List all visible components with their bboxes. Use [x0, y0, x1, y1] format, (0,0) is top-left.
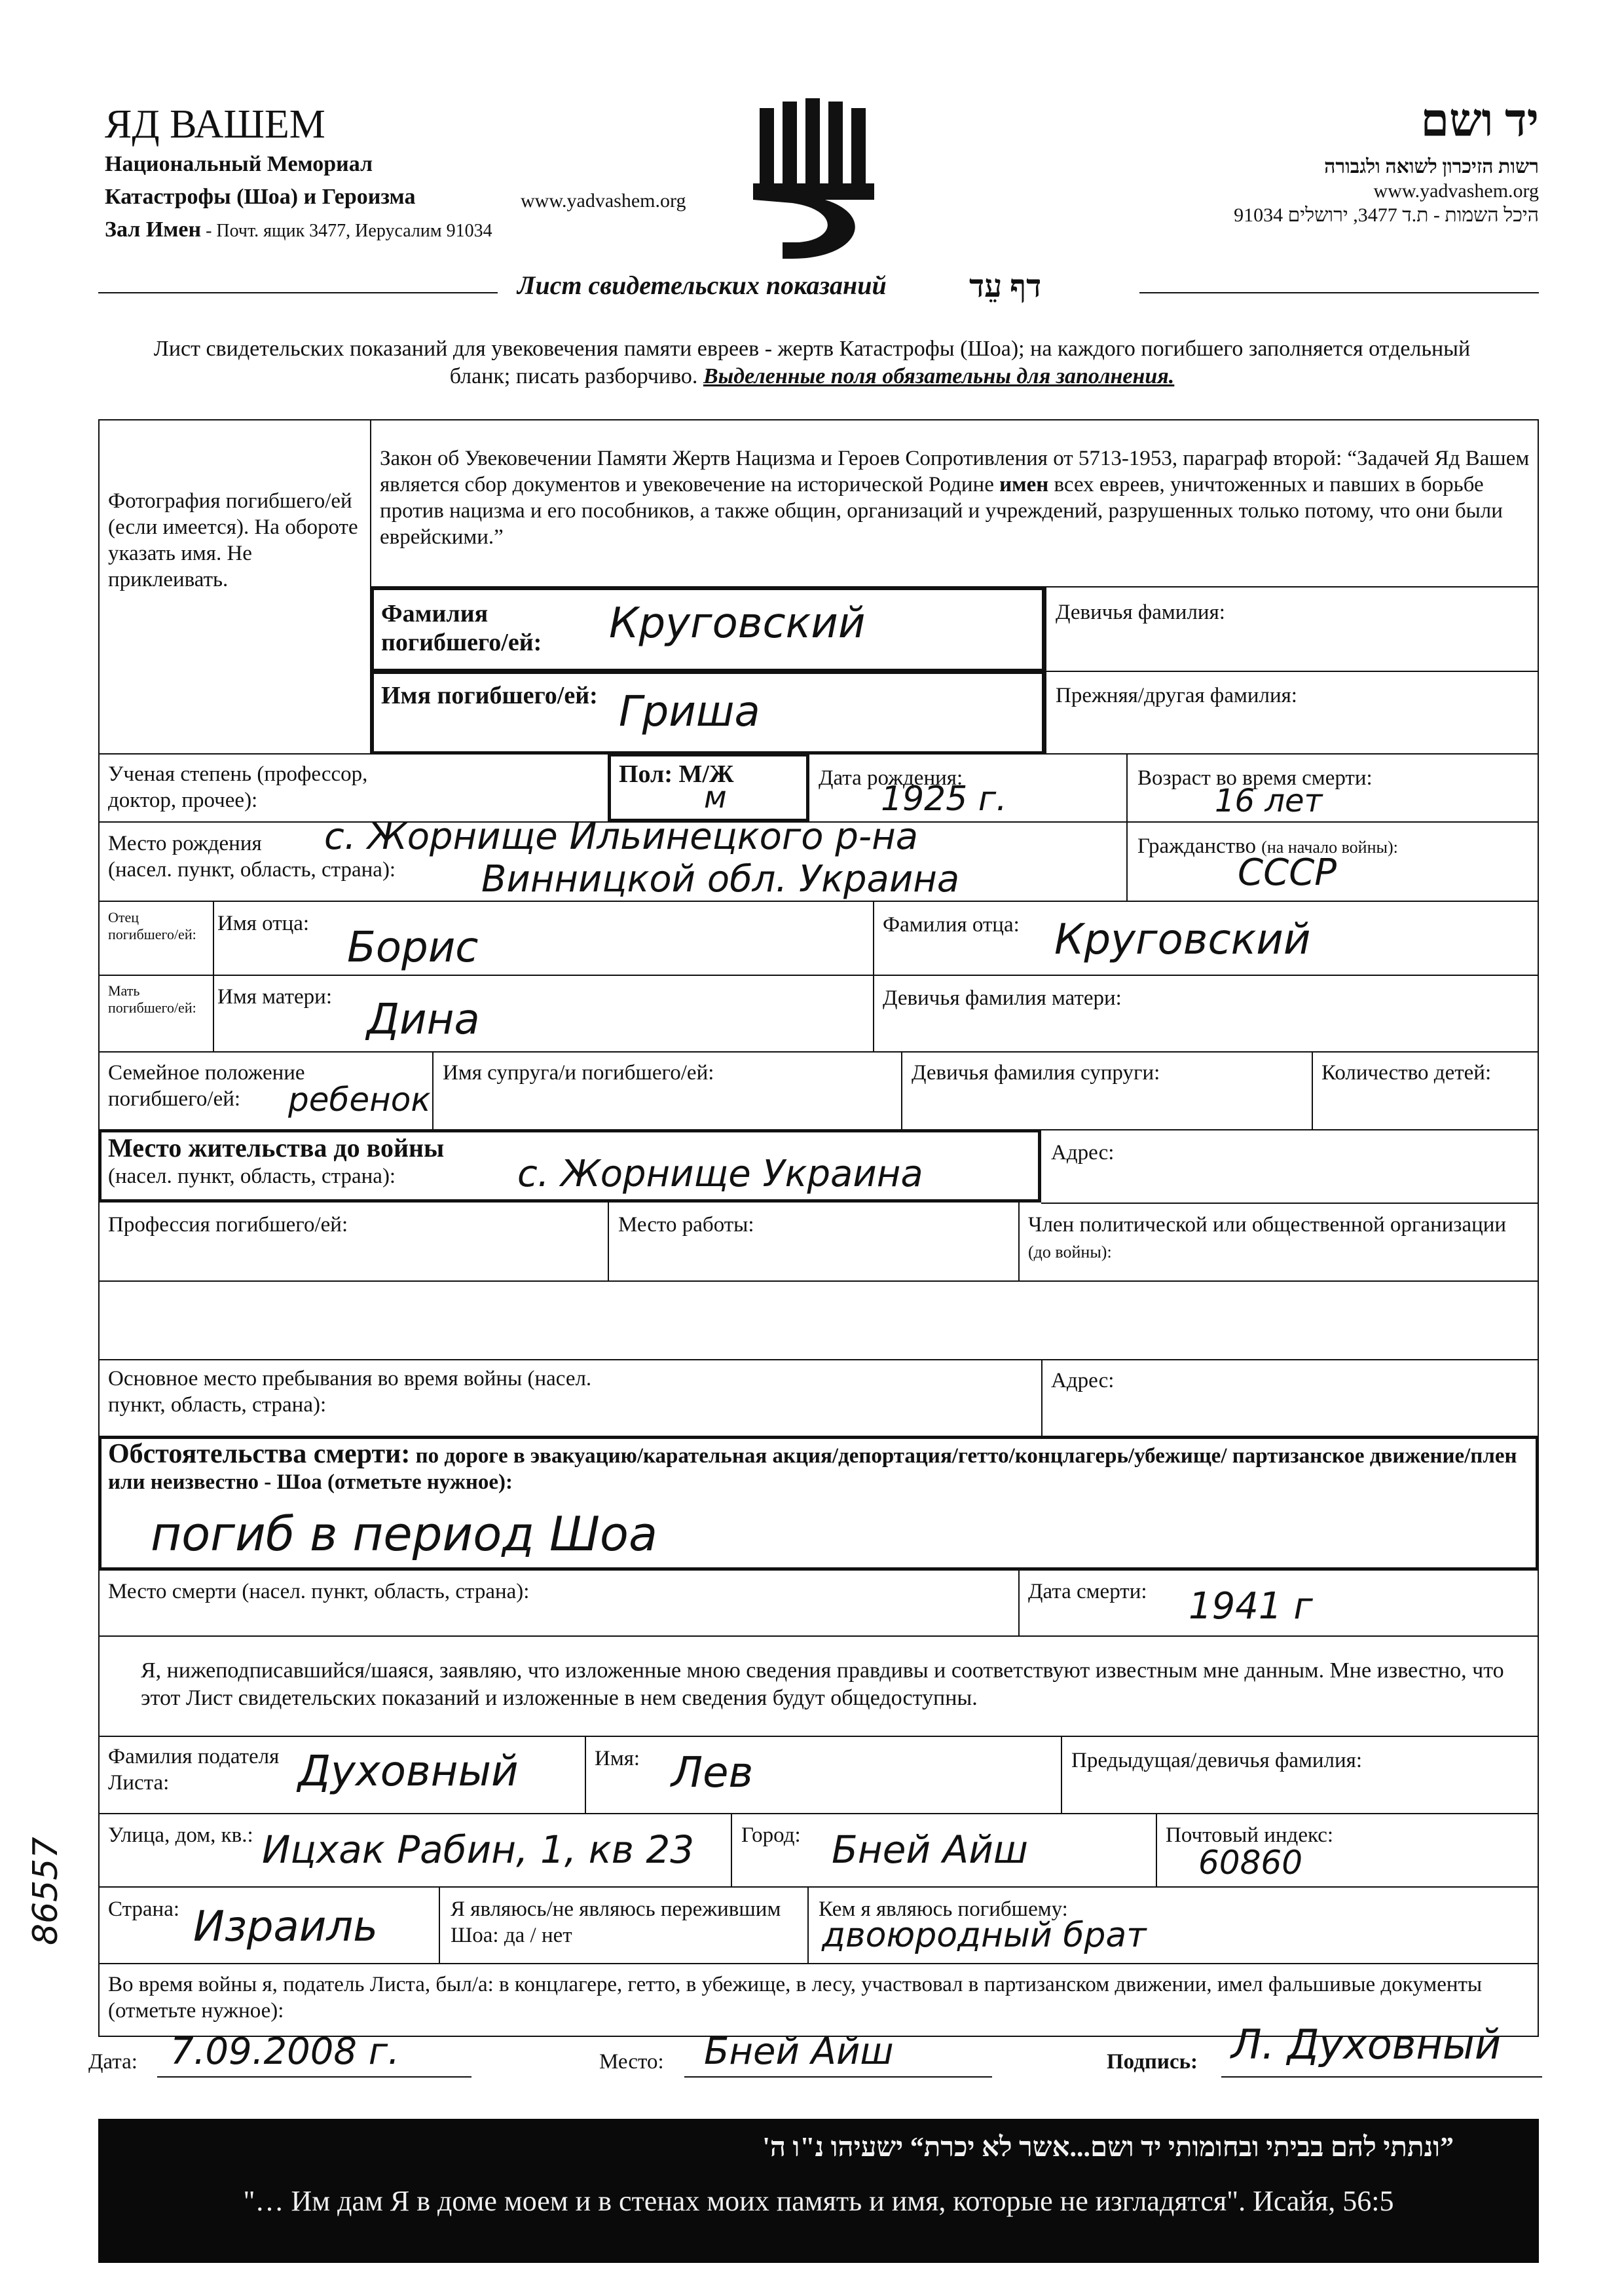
age-value[interactable]: 16 лет — [1215, 783, 1323, 819]
sheet-title-ru: Лист свидетельских показаний — [517, 271, 887, 300]
memorial-title-1: Национальный Мемориал — [105, 152, 373, 176]
declaration-text: Я, нижеподписавшийся/шаяся, заявляю, что изложенные мною сведения правдивы и соответствуют известным мне данным. Мне известно, что этот Лист свидетельских показаний и изложенные в нем сведения будут общедоступны. — [141, 1658, 1504, 1710]
first-name-label: Имя погибшего/ей: — [381, 682, 598, 709]
address-label: Адрес: — [1051, 1141, 1115, 1165]
mother-name-value[interactable]: Дина — [367, 996, 480, 1044]
marital-label: Семейное положение погибшего/ей: — [108, 1061, 305, 1111]
submitter-name-label: Имя: — [595, 1747, 640, 1770]
surname-value[interactable]: Круговский — [609, 599, 866, 648]
father-side-label: Отец погибшего/ей: — [108, 909, 196, 942]
marital-value[interactable]: ребенок — [288, 1081, 431, 1119]
website-he: www.yadvashem.org — [1373, 180, 1539, 202]
country-value[interactable]: Израиль — [193, 1903, 378, 1951]
spouse-maiden-label: Девичья фамилия супруги: — [912, 1061, 1160, 1085]
authority-he: רשות הזיכרון לשואה ולגבורה — [1324, 156, 1539, 177]
submitter-prev-label: Предыдущая/девичья фамилия: — [1071, 1749, 1363, 1772]
place-label: Место: — [599, 2050, 664, 2074]
workplace-label: Место работы: — [618, 1213, 754, 1237]
date-label: Дата: — [88, 2050, 138, 2074]
wartime-label: Основное место пребывания во время войны (насел. пункт, область, страна): — [108, 1367, 592, 1417]
surname-label: Фамилия погибшего/ей: — [381, 600, 542, 656]
father-surname-value[interactable]: Круговский — [1054, 916, 1311, 964]
memorial-title-2: Катастрофы (Шоа) и Героизма — [105, 185, 416, 209]
address-he: היכל השמות - ת.ד 3477, ירושלים 91034 — [1234, 204, 1539, 226]
previous-name-label: Прежняя/другая фамилия: — [1056, 684, 1297, 707]
submitter-name-value[interactable]: Лев — [671, 1749, 754, 1797]
birth-place-value-1[interactable]: с. Жорнище Ильинецкого р-на — [324, 815, 919, 858]
footer-quote-he: ”ונתתי להם בביתי ובחומותי יד ושם...אשר לא יכרת“ ישעיהו נ"ו ה' — [762, 2133, 1454, 2163]
submitter-surname-label: Фамилия подателя Листа: — [108, 1745, 280, 1795]
website-ru: www.yadvashem.org — [521, 190, 686, 212]
org-name-he: יד ושם — [1420, 96, 1539, 146]
street-value[interactable]: Ицхак Рабин, 1, кв 23 — [262, 1827, 695, 1872]
address-ru: - Почт. ящик 3477, Иерусалим 91034 — [201, 221, 492, 241]
degree-label: Ученая степень (профессор, доктор, прочее): — [108, 762, 368, 812]
birth-place-value-2[interactable]: Винницкой обл. Украина — [481, 858, 960, 901]
residence-label: Место жительства до войны (насел. пункт, область, страна): — [108, 1133, 445, 1188]
birth-date-label: Дата рождения: — [819, 766, 963, 790]
org-name-ru: ЯД ВАШЕМ — [105, 102, 325, 147]
death-circumstances-value[interactable]: погиб в период Шоа — [151, 1506, 658, 1561]
street-label: Улица, дом, кв.: — [108, 1823, 253, 1847]
margin-number: 86557 — [26, 1837, 65, 1945]
death-place-label: Место смерти (насел. пункт, область, страна): — [108, 1580, 530, 1603]
city-value[interactable]: Бней Айш — [832, 1827, 1028, 1872]
birth-place-label: Место рождения (насел. пункт, область, страна): — [108, 832, 396, 882]
wartime-address-label: Адрес: — [1051, 1369, 1115, 1392]
member-label: Член политической или общественной организации (до войны): — [1028, 1213, 1507, 1261]
date-value[interactable]: 7.09.2008 г. — [170, 2030, 400, 2073]
father-name-label: Имя отца: — [217, 912, 310, 935]
first-name-value[interactable]: Гриша — [619, 688, 760, 736]
mother-side-label: Мать погибшего/ей: — [108, 982, 196, 1016]
yad-vashem-logo — [747, 95, 884, 262]
intro-text: Лист свидетельских показаний для увековечения памяти евреев - жертв Катастрофы (Шоа); на каждого погибшего заполняется отдельный бланк; писать разборчиво. Выделенные поля обязательны для заполнения. — [153, 337, 1471, 388]
death-date-value[interactable]: 1941 г — [1189, 1585, 1313, 1628]
profession-label: Профессия погибшего/ей: — [108, 1213, 348, 1237]
birth-date-value[interactable]: 1925 г. — [881, 779, 1007, 819]
zip-value[interactable]: 60860 — [1198, 1844, 1303, 1882]
photo-label: Фотография погибшего/ей (если имеется). На обороте указать имя. Не приклеивать. — [108, 489, 358, 591]
father-surname-label: Фамилия отца: — [883, 913, 1020, 937]
death-circumstances-label: Обстоятельства смерти: по дороге в эвакуацию/карательная акция/депортация/гетто/концлагерь/убежище/ партизанское движение/плен или неизвестно - Шоа (отметьте нужное): — [108, 1439, 1517, 1494]
survivor-label: Я являюсь/не являюсь пережившим Шоа: да / нет — [451, 1897, 781, 1947]
mother-maiden-label: Девичья фамилия матери: — [883, 986, 1122, 1010]
relation-label: Кем я являюсь погибшему: — [819, 1897, 1068, 1921]
death-date-label: Дата смерти: — [1028, 1580, 1147, 1603]
residence-value[interactable]: с. Жорнище Украина — [517, 1153, 923, 1195]
relation-value[interactable]: двоюродный брат — [822, 1916, 1147, 1955]
spouse-name-label: Имя супруга/и погибшего/ей: — [443, 1061, 714, 1085]
maiden-name-label: Девичья фамилия: — [1056, 601, 1225, 624]
sex-label: Пол: М/Ж — [619, 760, 734, 788]
place-value[interactable]: Бней Айш — [704, 2030, 894, 2073]
citizenship-label: Гражданство (на начало войны): — [1137, 834, 1398, 858]
wartime-question: Во время войны я, податель Листа, был/а: в концлагере, гетто, в убежище, в лесу, участвовал в партизанском движении, имел фальшивые документы (отметьте нужное): — [108, 1973, 1483, 2023]
father-name-value[interactable]: Борис — [347, 924, 479, 972]
footer-quote-ru: "… Им дам Я в доме моем и в стенах моих память и имя, которые не изгладятся". Исайя, 56:5 — [243, 2185, 1394, 2217]
signature-label: Подпись: — [1107, 2050, 1198, 2074]
mother-name-label: Имя матери: — [217, 985, 332, 1009]
country-label: Страна: — [108, 1897, 180, 1921]
age-label: Возраст во время смерти: — [1137, 766, 1373, 790]
zip-label: Почтовый индекс: — [1166, 1823, 1334, 1847]
signature-value: Л. Духовный — [1231, 2021, 1502, 2068]
submitter-surname-value[interactable]: Духовный — [298, 1747, 519, 1796]
city-label: Город: — [741, 1823, 801, 1847]
law-text: Закон об Увековечении Памяти Жертв Нацизма и Героев Сопротивления от 5713-1953, параграф второй: “Задачей Яд Вашем является сбор документов и увековечение на исторической Родине имен всех евреев, уничтоженных и павших в борьбе против нацизма и его пособников, а также общин, организаций и учреждений, разрушенных только потому, что они были еврейскими.” — [380, 447, 1530, 549]
citizenship-value[interactable]: СССР — [1238, 851, 1337, 894]
children-label: Количество детей: — [1321, 1061, 1492, 1085]
header-left — [105, 102, 492, 248]
sheet-title-he: דף עֵד — [969, 269, 1042, 304]
sex-value[interactable]: м — [704, 779, 727, 815]
hall-names: Зал Имен — [105, 217, 202, 242]
